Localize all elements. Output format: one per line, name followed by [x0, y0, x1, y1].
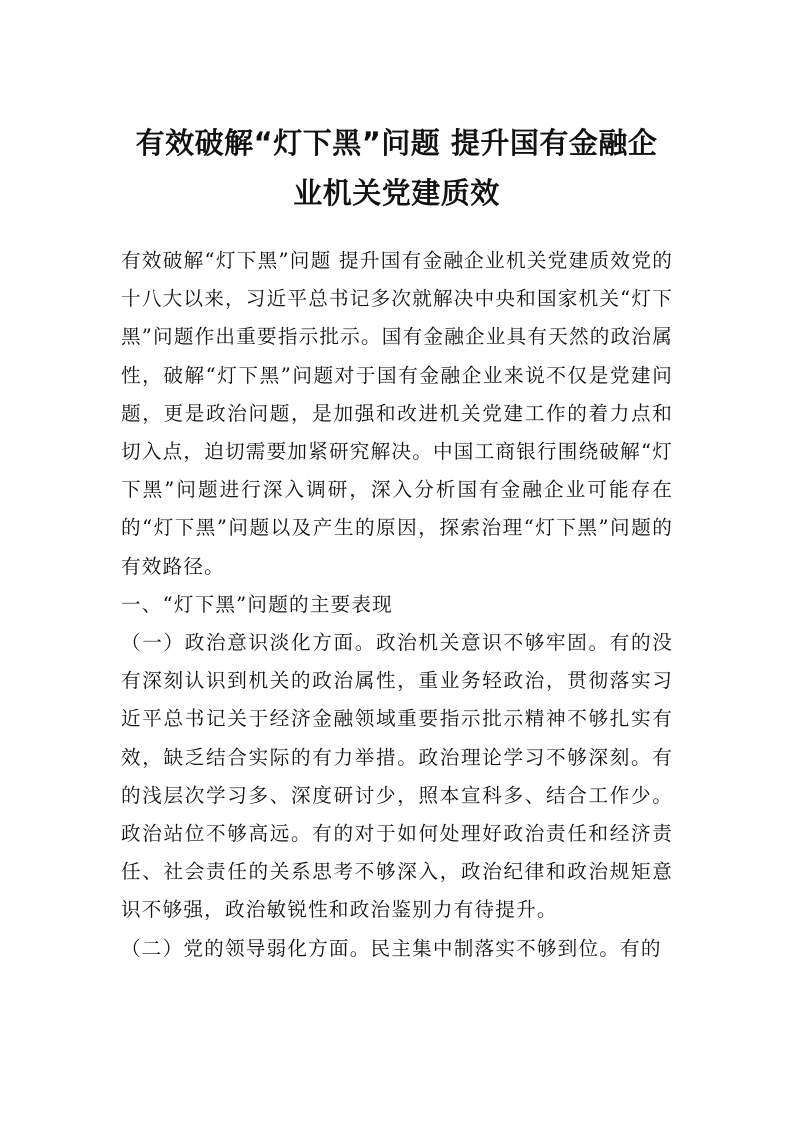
section-heading: 一、“灯下黑”问题的主要表现: [121, 592, 393, 616]
document-body: [121, 242, 673, 968]
intro-paragraph: 有效破解“灯下黑”问题 提升国有金融企业机关党建质效党的十八大以来，习近平总书记多次就解决中央和国家机关“灯下黑”问题作出重要指示批示。国有金融企业具有天然的政治属性，破解“灯下黑”问题对于国有金融企业来说不仅是党建问题，更是政治问题，是加强和改进机关党建工作的着力点和切入点，迫切需要加紧研究解决。中国工商银行围绕破解“灯下黑”问题进行深入调研，深入分析国有金融企业可能存在的“灯下黑”问题以及产生的原因，探索治理“灯下黑”问题的有效路径。: [121, 249, 673, 578]
title-line-2: 业机关党建质效: [293, 176, 500, 210]
subsection-2-paragraph: （二）党的领导弱化方面。民主集中制落实不够到位。有的: [121, 936, 662, 960]
document-title: [110, 118, 683, 218]
title-line-1: 有效破解“灯下黑”问题 提升国有金融企: [135, 126, 658, 160]
subsection-1-paragraph: （一）政治意识淡化方面。政治机关意识不够牢固。有的没有深刻认识到机关的政治属性，重业务轻政治，贯彻落实习近平总书记关于经济金融领域重要指示批示精神不够扎实有效，缺乏结合实际的有力举措。政治理论学习不够深刻。有的浅层次学习多、深度研讨少，照本宣科多、结合工作少。政治站位不够高远。有的对于如何处理好政治责任和经济责任、社会责任的关系思考不够深入，政治纪律和政治规矩意识不够强，政治敏锐性和政治鉴别力有待提升。: [121, 631, 673, 922]
